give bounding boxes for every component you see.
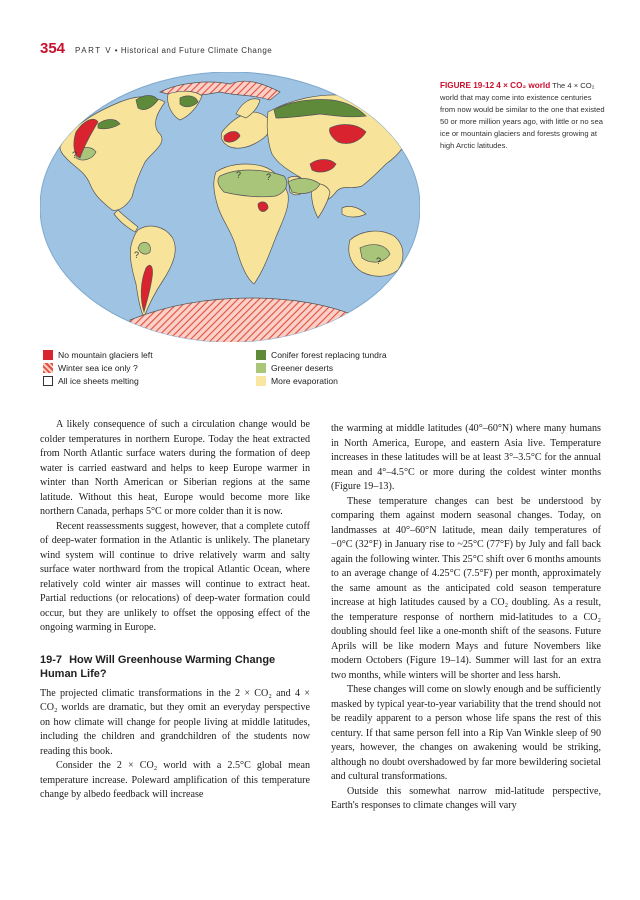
legend-label: More evaporation — [271, 376, 338, 386]
uncertain-mark: ? — [266, 172, 272, 182]
uncertain-mark: ? — [134, 250, 140, 260]
header-separator: • — [114, 46, 119, 55]
running-header — [40, 40, 272, 60]
paragraph: Outside this somewhat narrow mid-latitude perspective, Earth's responses to climate changes will vary — [331, 785, 601, 811]
paragraph: Consider the 2 × CO₂ world with a 2.5°C global mean temperature increase. Poleward amplification of this temperature change by albedo feedback will increase — [40, 760, 310, 800]
legend-item — [256, 362, 333, 374]
uncertain-mark: ? — [376, 256, 382, 266]
figure-title: 4 × CO₂ world — [496, 81, 551, 90]
paragraph: A likely consequence of such a circulation change would be colder temperatures in northern Europe. Today the heat extracted from North Atlantic surface waters during the formation of deep water is carried eastward and helps to keep Europe warmer in winter than North American or Siberian regions at the same latitude. Without this heat, Europe would become more like northern Canada, perhaps 5°C or more colder than it is now. — [40, 419, 310, 517]
figure-label: FIGURE 19-12 — [440, 81, 495, 90]
page-number: 354 — [40, 40, 66, 57]
legend-swatch-greener-deserts — [256, 363, 266, 373]
left-text-column — [40, 418, 310, 803]
figure-caption — [440, 80, 605, 152]
glacier-loss-east-africa — [258, 202, 268, 212]
paragraph: Recent reassessments suggest, however, that a complete cutoff of deep-water formation in the Atlantic is unlikely. The planetary wind system will continue to drive relatively warm and salty surface water northward from the tropical Atlantic Ocean, where relatively cold winter air masses will continue to extract heat. Partial reductions (or relocations) of deep-water formation could occur, but they are unlikely to offset the opposing effect of the ongoing warming in Europe. — [40, 520, 310, 633]
world-map-figure — [40, 72, 420, 342]
legend-item — [43, 349, 153, 361]
part-label — [75, 46, 272, 55]
legend-item — [256, 349, 387, 361]
right-text-column — [331, 422, 601, 814]
legend-label: Conifer forest replacing tundra — [271, 350, 387, 360]
paragraph: the warming at middle latitudes (40°–60°N) where many humans in North America, Europe, and eastern Asia live. Temperature increases in these latitudes will be at least 3°–3.5°C for the annual mean and 4°–4.5°C or more during the coldest winter months (Figure 19–13). — [331, 423, 601, 492]
section-heading — [40, 653, 310, 681]
legend-swatch-ice-sheets — [43, 376, 53, 386]
legend-label: Greener deserts — [271, 363, 334, 373]
legend-swatch-evaporation — [256, 376, 266, 386]
part-number: PART V — [75, 46, 113, 55]
part-title: Historical and Future Climate Change — [120, 46, 273, 55]
legend-label: All ice sheets melting — [58, 376, 139, 386]
paragraph: The projected climatic transformations in the 2 × CO₂ and 4 × CO₂ worlds are dramatic, but they omit an everyday perspective on how climate will change for people living at middle latitudes, including the children and grandchildren of the students now reading this book. — [40, 687, 310, 757]
uncertain-mark: ? — [236, 170, 242, 180]
legend-swatch-sea-ice — [43, 363, 53, 373]
legend-label: No mountain glaciers left — [58, 350, 153, 360]
section-title: How Will Greenhouse Warming Change Human Life? — [40, 653, 276, 680]
uncertain-mark: ? — [72, 150, 78, 160]
legend-item — [43, 362, 138, 374]
legend-item — [256, 375, 338, 387]
figure-caption-text: The 4 × CO₂ world that may come into existence centuries from now would be similar to the one that existed 50 or more million years ago, with little or no sea ice or mountain glaciers and forests growing at high Arctic latitudes. — [440, 81, 605, 150]
greener-sahara — [218, 170, 287, 197]
paragraph: These temperature changes can best be understood by comparing them against modern seasonal changes. Today, on landmasses at 40°–60°N latitude, mean daily temperatures of −0°C (32°F) in January rise to ~25°C (77°F) by July and fall back again the following winter. This 25°C shift over 6 months amounts to an average change of 4.25°C (7.5°F) per month, approximately the same amount as the anticipated cold season temperature increase at high latitudes caused by a CO₂ doubling. As a result, the temperature response of northern mid-latitudes to a CO₂ doubling should feel like a one-month shift of the seasons. Future Aprils will be like modern Mays and future Novembers like modern Octobers (Figure 19–14). Summer will last for an extra two months, while winters will be shorter and less harsh. — [331, 495, 601, 681]
paragraph: These changes will come on slowly enough and be sufficiently masked by typical year-to-year variability that the trend should not be readily apparent to a person whose life spans the rest of this century. If that same person fell into a Rip Van Winkle sleep of 90 years, however, the changes on awakening would be striking, although no doubt overshadowed by far more bewildering societal and cultural transformations. — [331, 684, 601, 782]
section-number: 19-7 — [40, 653, 63, 666]
legend-swatch-no-glaciers — [43, 350, 53, 360]
legend-item — [43, 375, 139, 387]
legend-swatch-conifer — [256, 350, 266, 360]
legend-label: Winter sea ice only ? — [58, 363, 138, 373]
